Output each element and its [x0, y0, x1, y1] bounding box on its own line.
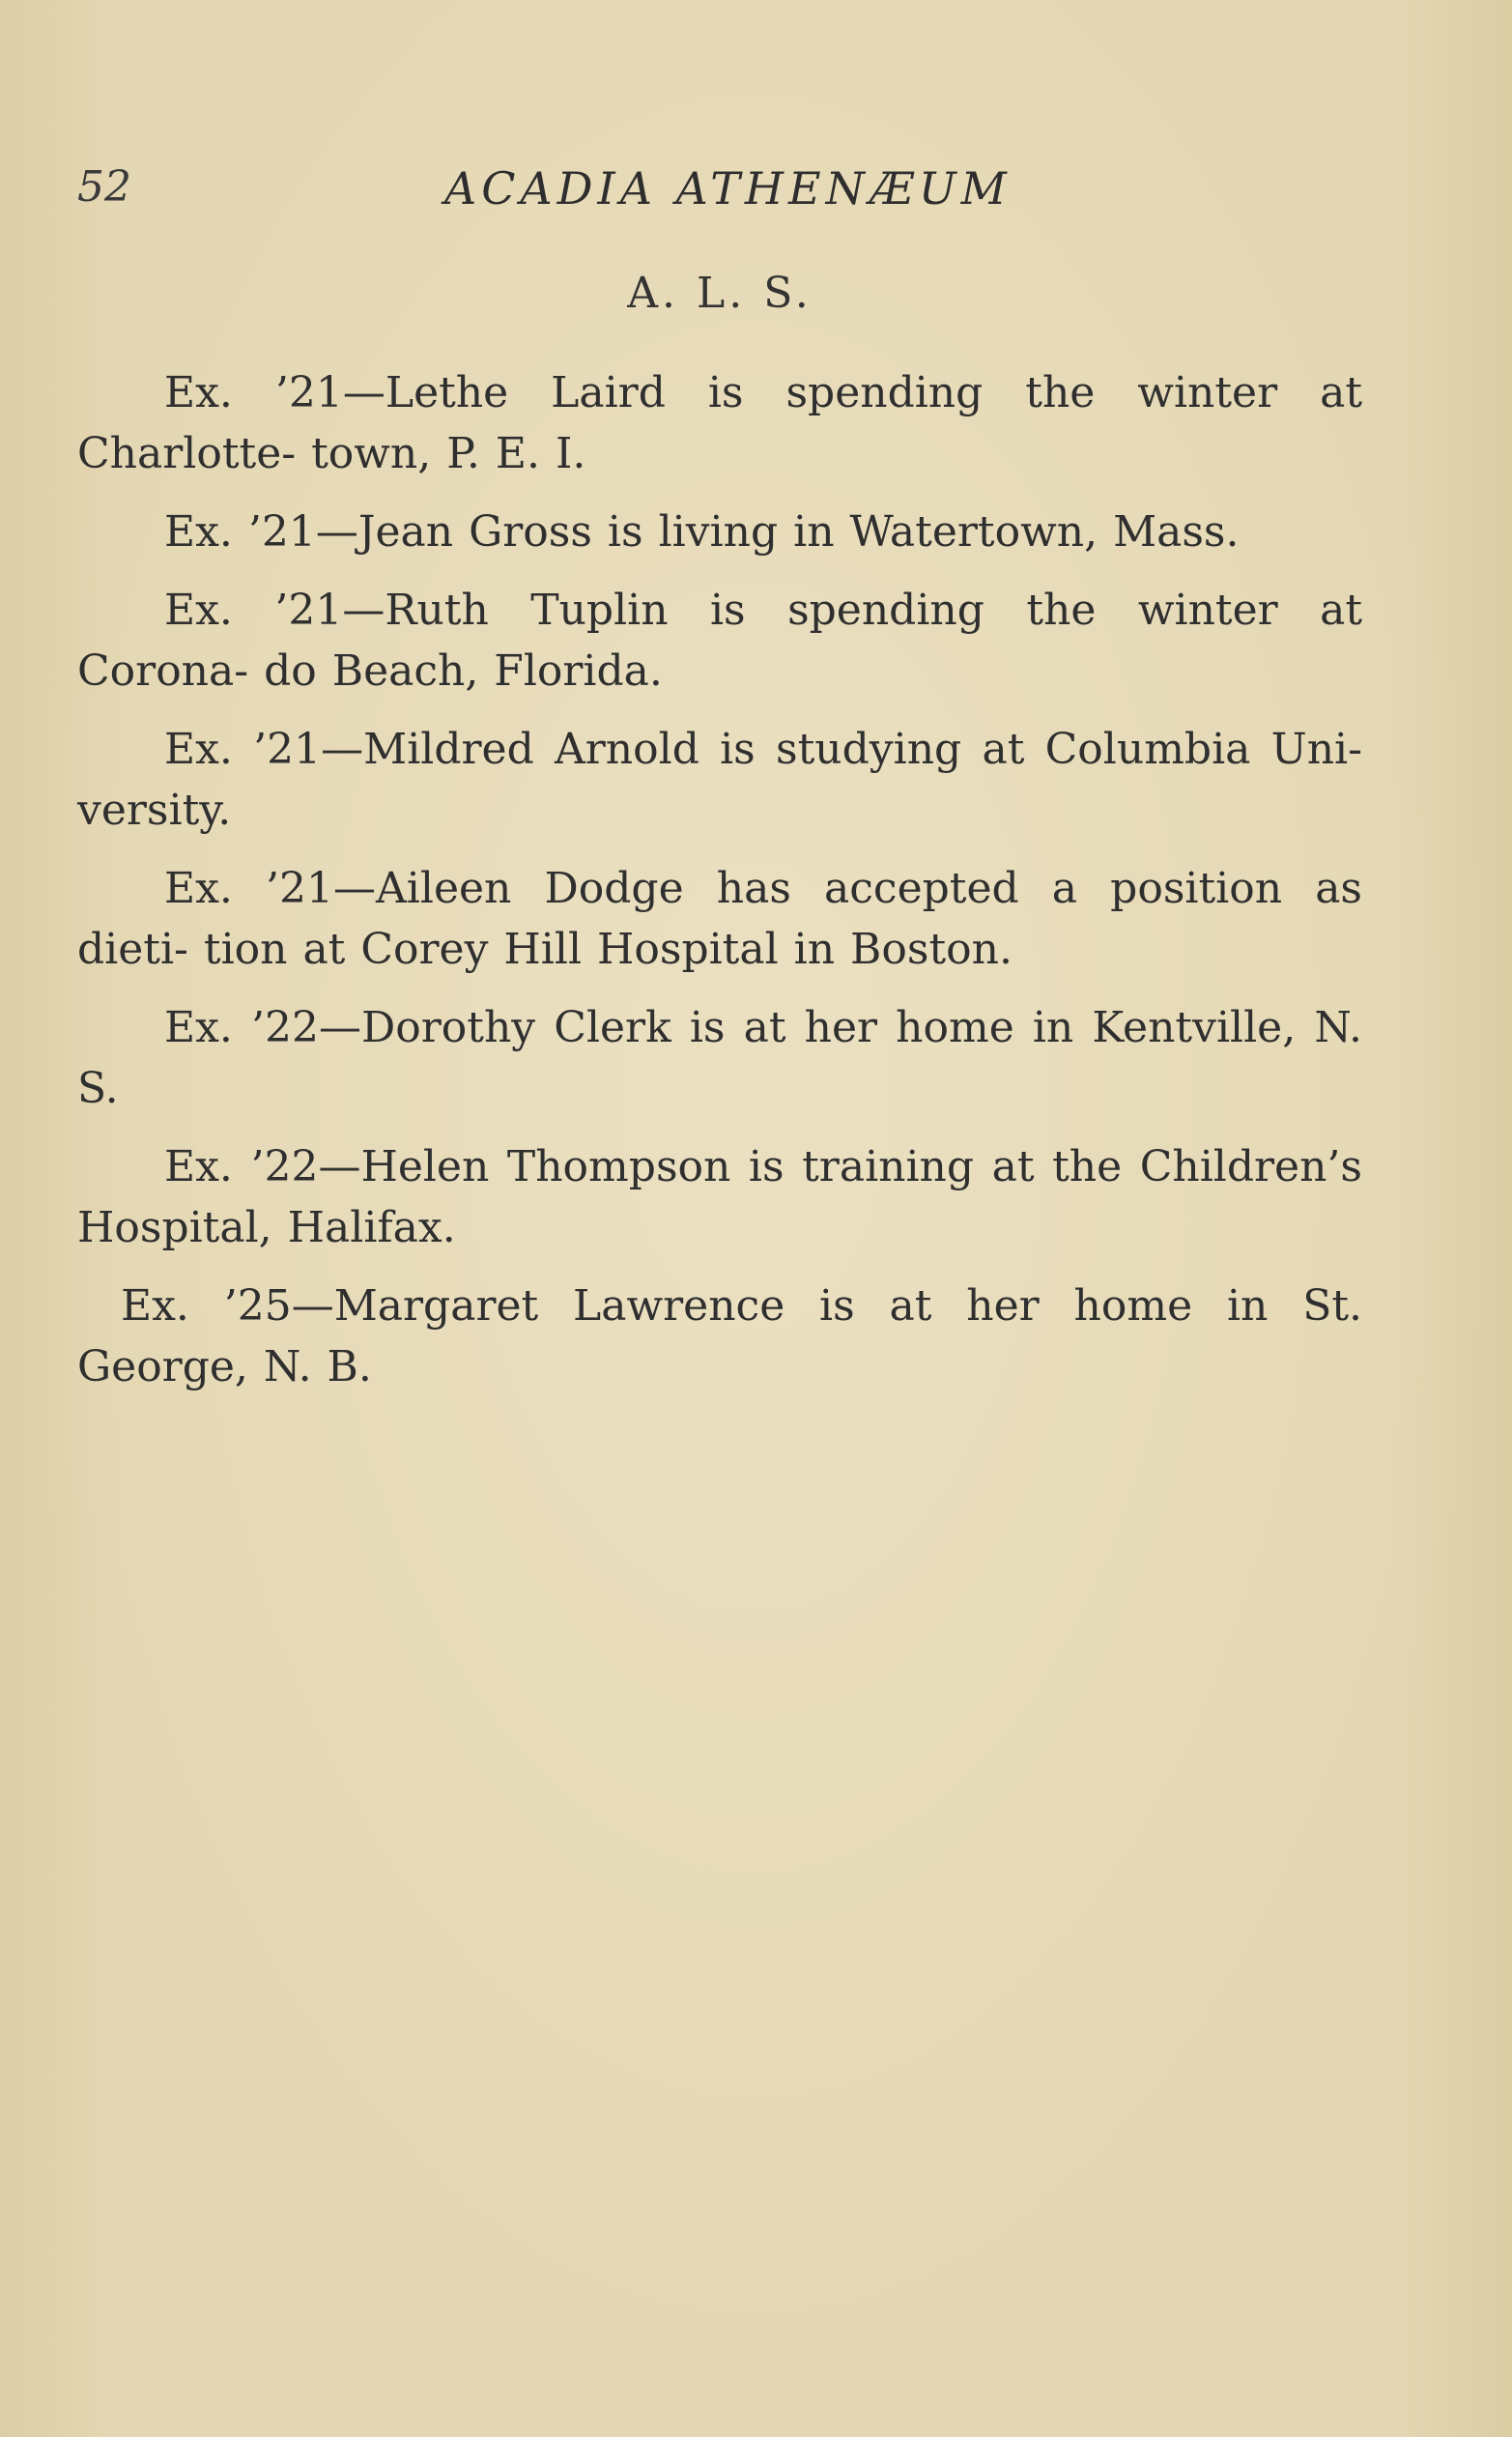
- note-paragraph: Ex. ’22—Helen Thompson is training at the Children’s Hospital, Halifax.: [77, 1142, 1362, 1252]
- note-paragraph: Ex. ’21—Aileen Dodge has accepted a position as dieti- tion at Corey Hill Hospital in Boston.: [77, 864, 1362, 974]
- section-heading: A. L. S.: [627, 269, 813, 318]
- note-paragraph: Ex. ’21—Lethe Laird is spending the winter at Charlotte- town, P. E. I.: [77, 368, 1362, 478]
- note-paragraph: Ex. ’22—Dorothy Clerk is at her home in Kentville, N. S.: [77, 1003, 1362, 1113]
- note-paragraph: Ex. ’21—Jean Gross is living in Watertown, Mass.: [164, 507, 1240, 557]
- page-number: 52: [77, 162, 131, 212]
- note-paragraph: Ex. ’21—Mildred Arnold is studying at Columbia Uni- versity.: [77, 725, 1362, 835]
- journal-title: ACADIA ATHENÆUM: [444, 162, 1012, 215]
- note-paragraph: Ex. ’25—Margaret Lawrence is at her home in St. George, N. B.: [77, 1281, 1362, 1391]
- note-paragraph: Ex. ’21—Ruth Tuplin is spending the winter at Corona- do Beach, Florida.: [77, 586, 1362, 696]
- running-head: [77, 162, 1362, 220]
- alumni-notes: [77, 362, 1362, 1415]
